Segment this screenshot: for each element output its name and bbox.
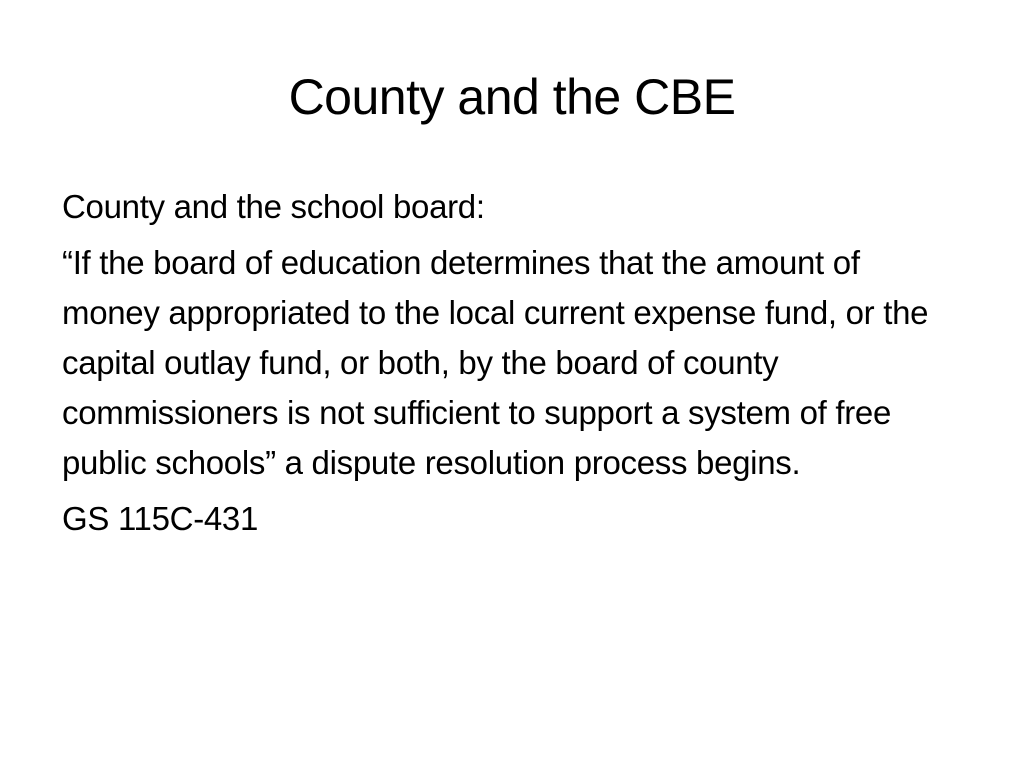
slide-paragraph-intro: County and the school board: bbox=[62, 188, 485, 225]
slide-paragraph-quote: “If the board of education determines that the amount of money appropriated to the local current expense fund, or the capital outlay fund, or both, by the board of county commissioners is not sufficient to support a system of free public schools” a dispute resolution process begins. bbox=[62, 244, 929, 481]
slide-paragraph-citation: GS 115C-431 bbox=[62, 500, 259, 537]
slide-body bbox=[62, 182, 962, 550]
slide-title: County and the CBE bbox=[288, 69, 736, 125]
